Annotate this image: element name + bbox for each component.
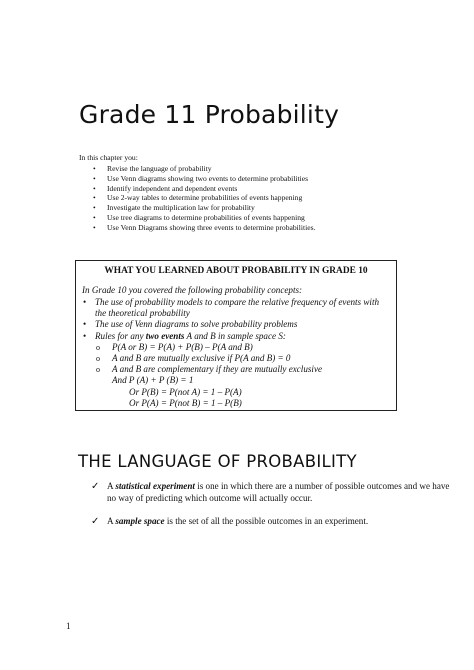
definition-text [91,516,451,528]
review-list [82,297,390,409]
rule-line: Or P(B) = P(not A) = 1 – P(A) [129,386,242,397]
definition-statistical-experiment [91,481,451,504]
list-item [82,331,390,409]
chapter-goals-list [93,164,315,233]
list-item: • Use 2-way tables to determine probabilities of events happening [93,193,315,203]
list-item: • Revise the language of probability [93,164,315,174]
rule-item [95,364,390,409]
rules-list [95,342,390,409]
definition-prefix: A [107,481,116,491]
list-item: • Use tree diagrams to determine probabilities of events happening [93,213,315,223]
page-number: 1 [66,621,71,631]
grade10-review-box [75,260,397,411]
review-box-intro: In Grade 10 you covered the following probability concepts: [82,285,303,295]
definition-rest: is one in which there are a number of possible outcomes and we have no way of predicting which outcome will actually occur. [107,481,450,503]
section-heading: THE LANGUAGE OF PROBABILITY [78,452,357,471]
rule-item: o P(A or B) = P(A) + P(B) – P(A and B) [95,342,390,353]
rule-line: Or P(A) = P(not B) = 1 – P(B) [129,397,242,408]
rule-line: And P (A) + P (B) = 1 [112,375,194,386]
rules-text: Rules for any [95,330,146,341]
definition-term: sample space [115,516,165,526]
definition-prefix: A [107,516,116,526]
review-box-heading: WHAT YOU LEARNED ABOUT PROBABILITY IN GRADE 10 [104,266,368,276]
page-title: Grade 11 Probability [79,100,340,129]
rule-text: A and B are complementary if they are mutually exclusive [112,364,323,375]
list-item: • Use Venn diagrams showing two events to determine probabilities [93,174,315,184]
review-box-body [82,285,390,409]
list-item: • Investigate the multiplication law for probability [93,203,315,213]
rule-item: o A and B are mutually exclusive if P(A and B) = 0 [95,353,390,364]
list-item: • Use Venn Diagrams showing three events to determine probabilities. [93,223,315,233]
check-icon: ✓ [91,516,100,527]
definition-term: statistical experiment [115,481,195,491]
chapter-intro: In this chapter you: [79,153,138,162]
list-item: • Identify independent and dependent events [93,184,315,194]
list-item: • The use of Venn diagrams to solve probability problems [82,319,390,330]
definition-rest: is the set of all the possible outcomes in an experiment. [164,516,369,526]
check-icon: ✓ [91,481,100,492]
rules-emphasis: two events [145,330,185,341]
definition-text [91,481,451,504]
definition-sample-space [91,516,451,528]
rules-text: A and B in sample space S: [184,330,286,341]
list-item: • The use of probability models to compare the relative frequency of events with the theoretical probability [82,297,390,319]
